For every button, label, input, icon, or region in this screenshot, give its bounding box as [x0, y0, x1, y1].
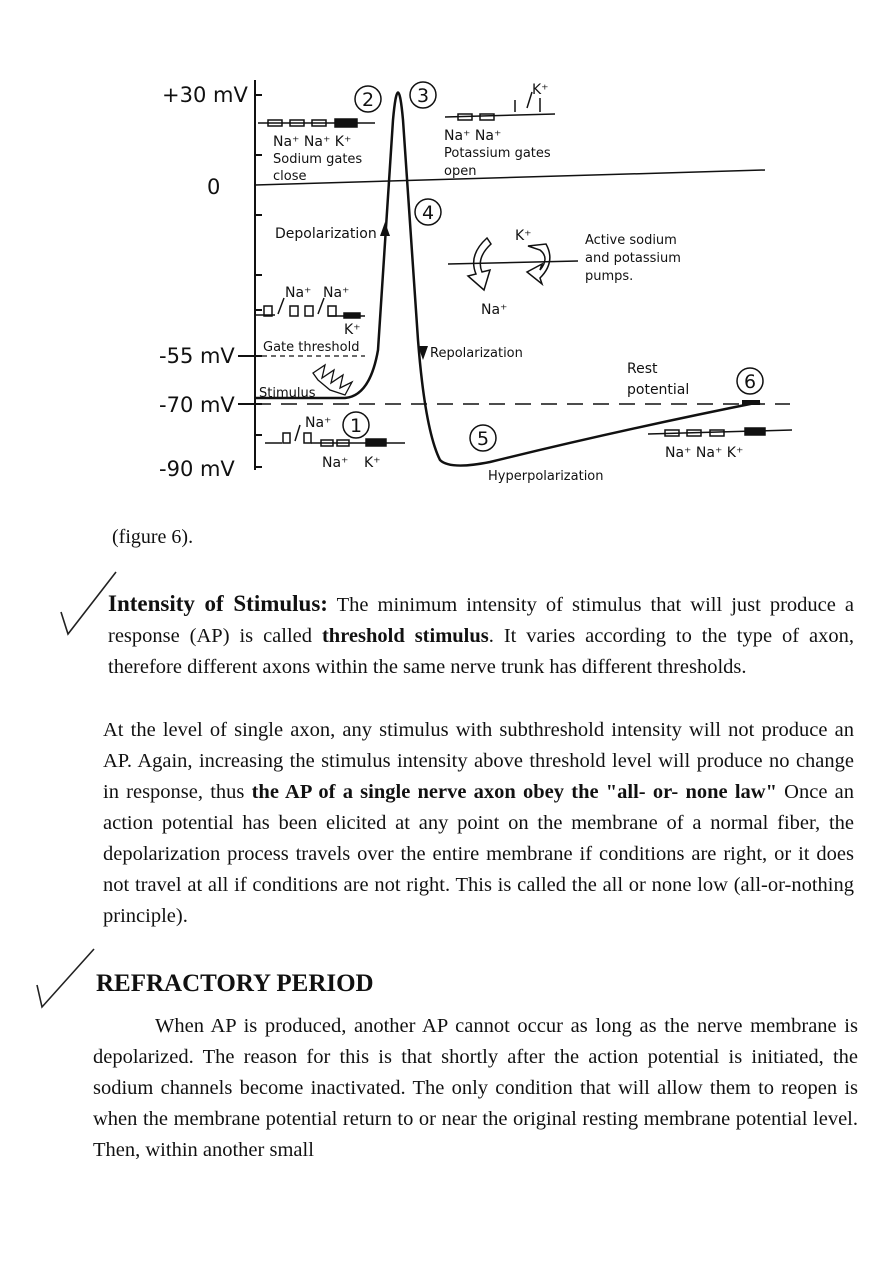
rest-right-ions: Na⁺ Na⁺ K⁺ [665, 445, 744, 461]
sodium-potassium-pump-icon [448, 238, 578, 290]
step-6: 6 [744, 371, 757, 393]
step-circles [343, 82, 763, 451]
rest-potential-label-1: Rest [627, 361, 658, 377]
pump-k-ion: K⁺ [515, 228, 532, 244]
y-label-minus70: -70 mV [159, 393, 235, 417]
potassium-gates-ions: Na⁺ Na⁺ [444, 128, 502, 144]
stimulus-zigzag-icon [313, 365, 352, 395]
y-label-zero: 0 [207, 175, 221, 199]
sodium-gates-label-1: Sodium gates [273, 152, 363, 167]
potassium-gates-label-1: Potassium gates [444, 146, 551, 161]
rest-left-k-bottom: K⁺ [364, 455, 381, 471]
rest-point-marker [742, 400, 760, 405]
rest-right-channel [648, 428, 792, 436]
step-1: 1 [350, 415, 363, 437]
action-potential-diagram [0, 0, 893, 530]
threshold-stimulus-term: threshold stimulus [321, 625, 489, 647]
rest-left-channel [265, 425, 405, 446]
rest-left-na-top: Na⁺ [305, 415, 332, 431]
pump-label-2: and potassium [585, 251, 681, 266]
depolarization-label: Depolarization [275, 226, 377, 242]
intensity-paragraph [108, 588, 854, 683]
stimulus-label: Stimulus [259, 386, 316, 401]
hyperpolarization-label: Hyperpolarization [488, 469, 604, 484]
gate-threshold-label: Gate threshold [263, 340, 360, 355]
step-5: 5 [477, 428, 490, 450]
depolarization-arrow [380, 222, 390, 236]
all-or-none-text-a: At the level of single axon, any stimulus with subthreshold intensity will not produce an AP. Again, increasing the stimulus intensity above threshold level will produce no change in response, thus [103, 719, 854, 803]
all-or-none-paragraph [103, 715, 854, 932]
step-4: 4 [422, 202, 435, 224]
all-or-none-law-term: the AP of a single nerve axon obey the "all- or- none law" [251, 781, 777, 803]
rest-potential-label-2: potential [627, 382, 690, 398]
intensity-text-b: . It varies according to the type of axon, therefore different axons within the same nerve trunk has different thresholds. [108, 625, 855, 678]
figure-caption: (figure 6). [112, 526, 194, 548]
y-label-minus90: -90 mV [159, 457, 235, 481]
pump-label-1: Active sodium [585, 233, 677, 248]
sodium-gates-ions: Na⁺ Na⁺ K⁺ [273, 134, 352, 150]
refractory-paragraph: When AP is produced, another AP cannot occur as long as the nerve membrane is depolarized. The reason for this is that shortly after the action potential is initiated, the sodium channels become inactivated. The only condition that will allow them to reopen is when the membrane potential return to or near the original resting membrane potential level. Then, within another small [93, 1015, 858, 1161]
zero-mv-line [255, 170, 765, 185]
check-mark-icon [34, 945, 104, 1015]
step-3: 3 [417, 85, 430, 107]
intensity-heading: Intensity of Stimulus: [108, 591, 328, 616]
y-label-minus55: -55 mV [159, 344, 235, 368]
sodium-gates-label-2: close [273, 169, 307, 184]
intensity-text-a: The minimum intensity of stimulus that will just produce a response (AP) is called [108, 594, 854, 647]
depol-na-2: Na⁺ [323, 285, 350, 301]
depolarization-channel [255, 298, 365, 318]
repolarization-label: Repolarization [430, 346, 523, 361]
potassium-gates-k-ion: K⁺ [532, 82, 549, 98]
pump-label-3: pumps. [585, 269, 634, 284]
depol-na-1: Na⁺ [285, 285, 312, 301]
potassium-gates-label-2: open [444, 164, 477, 179]
y-label-plus30: +30 mV [162, 83, 248, 107]
all-or-none-text-b: Once an action potential has been elicited at any point on the membrane of a normal fiber, the depolarization process travels over the entire membrane if conditions are right, or it does not travel at all if conditions are not right. This is called the all or none low (all-or-nothing principle). [103, 781, 854, 927]
pump-na-ion: Na⁺ [481, 302, 508, 318]
step-2: 2 [362, 89, 375, 111]
refractory-period-heading: REFRACTORY PERIOD [96, 970, 374, 997]
sodium-gates-membrane [258, 119, 375, 127]
depol-k: K⁺ [344, 322, 361, 338]
y-axis-ticks [238, 95, 262, 467]
rest-left-na-bottom: Na⁺ [322, 455, 349, 471]
